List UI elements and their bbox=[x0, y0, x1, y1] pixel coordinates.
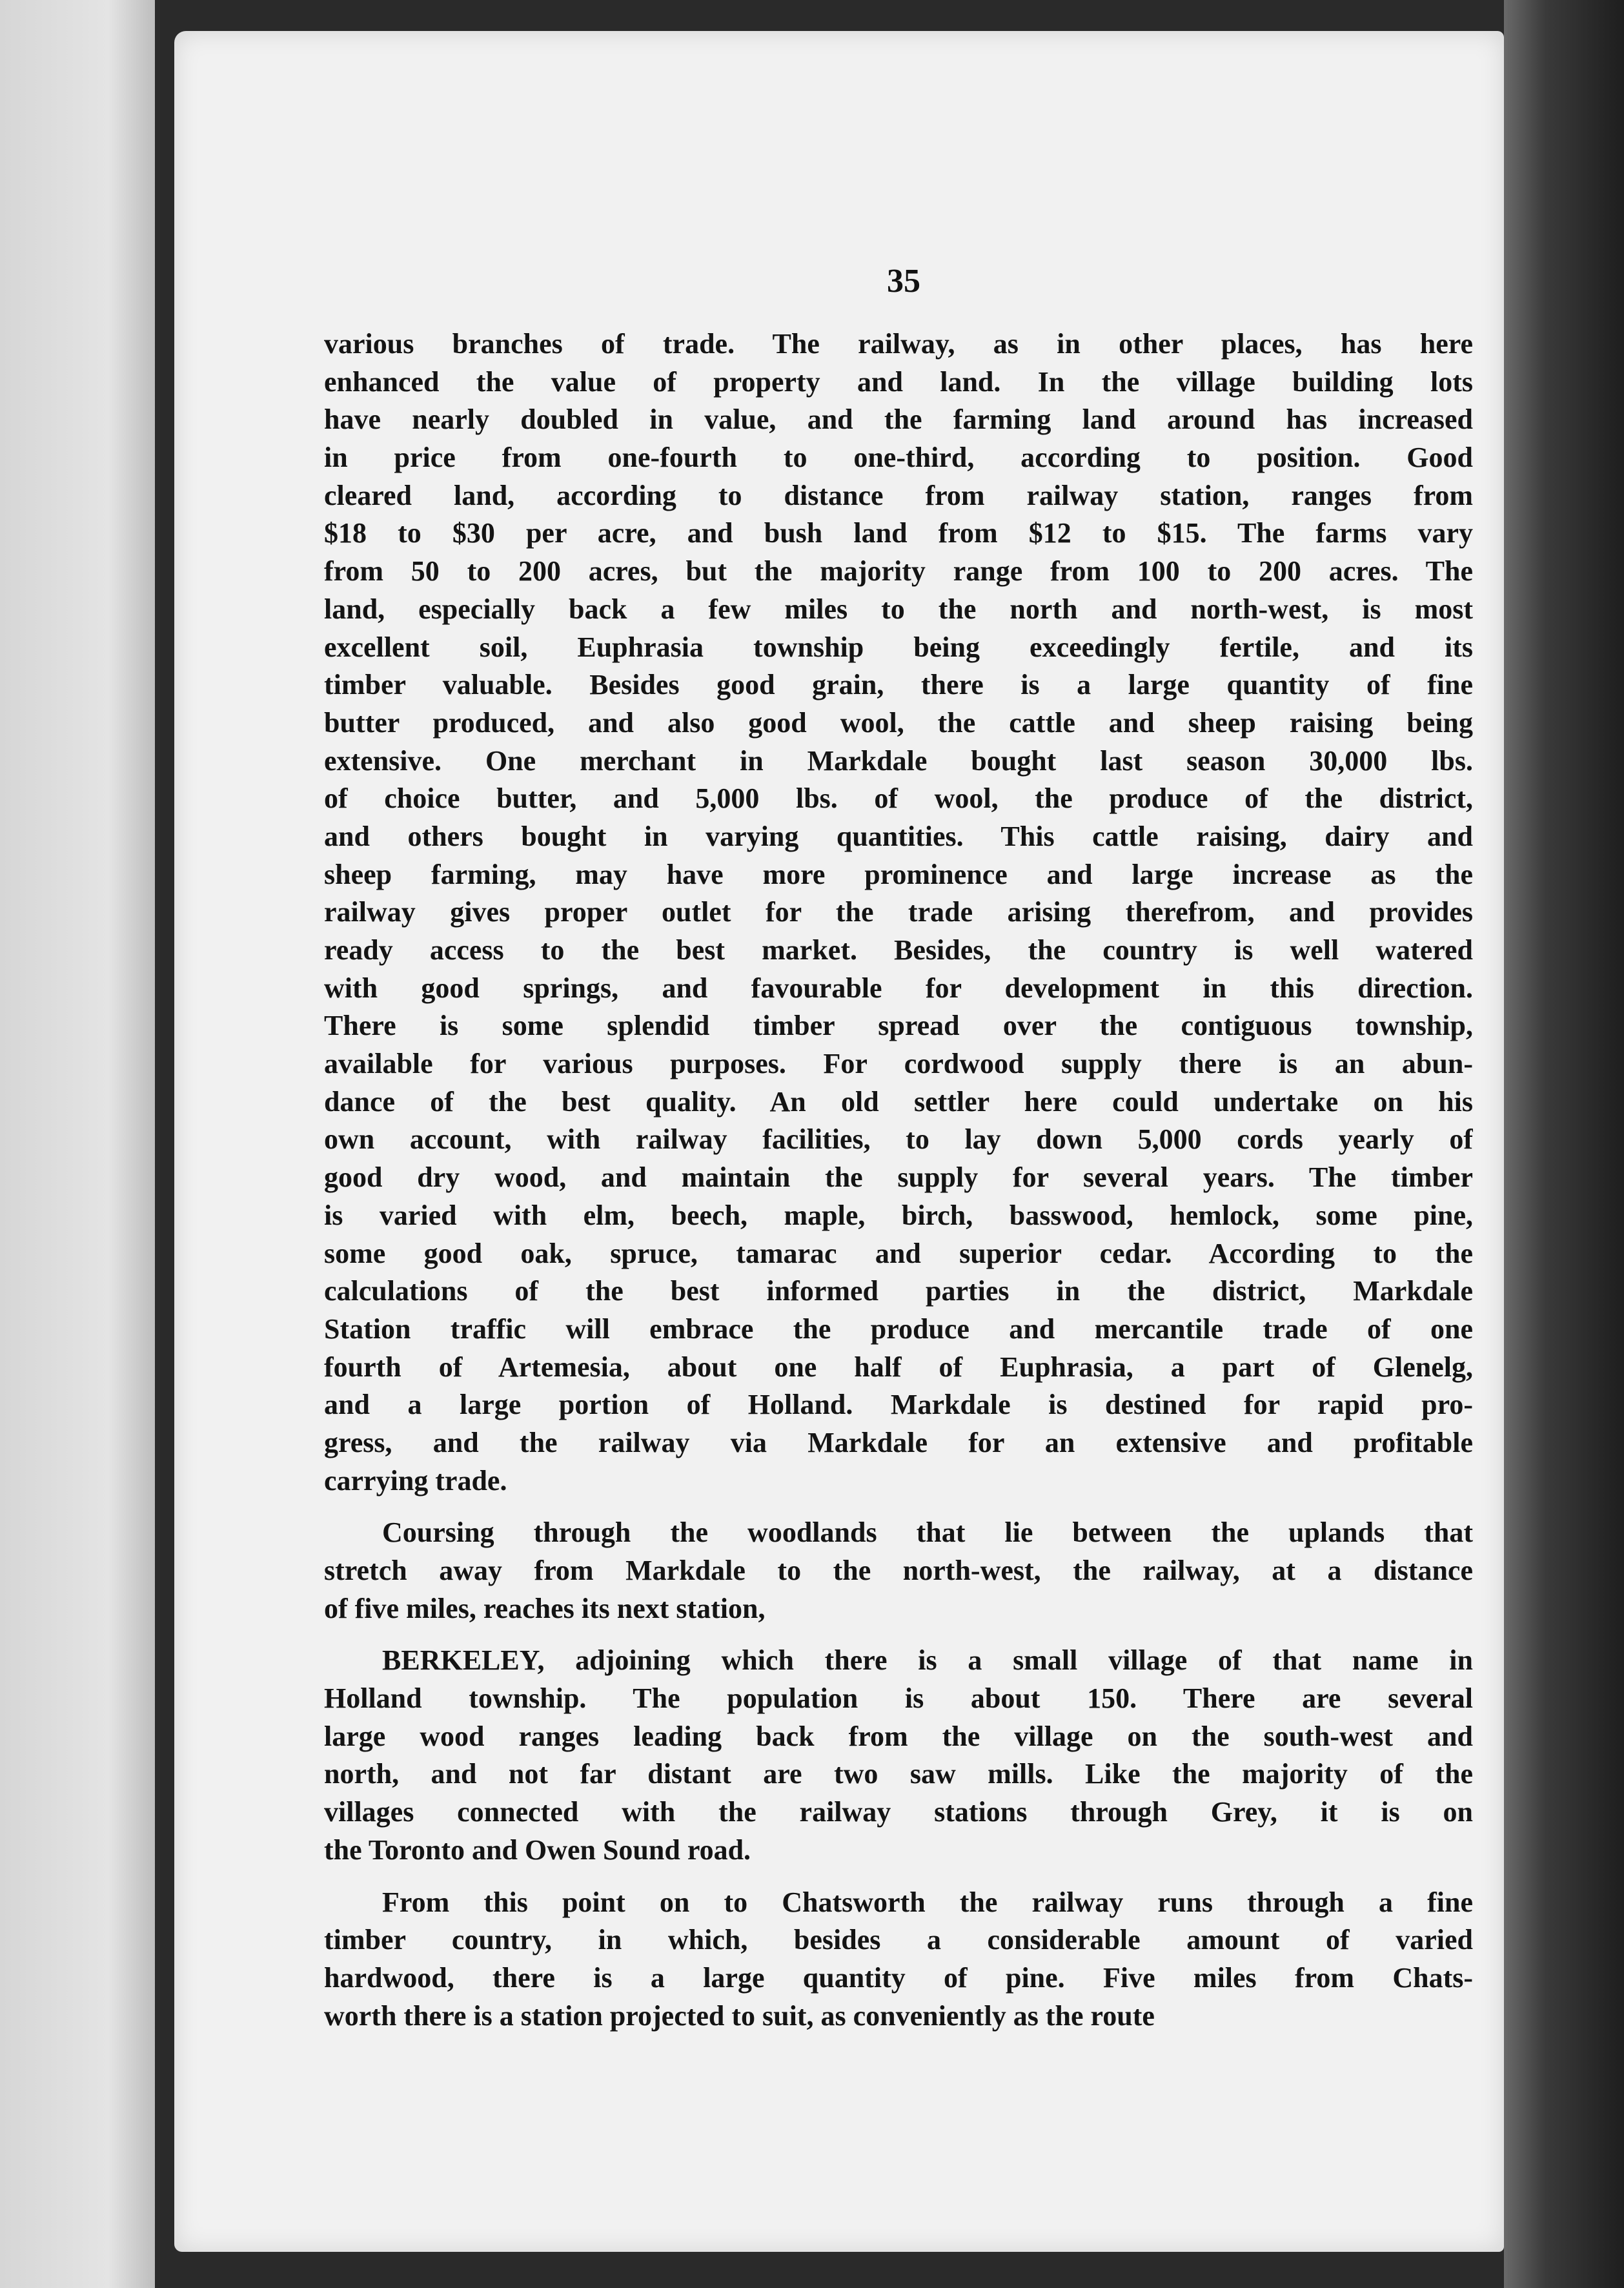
paragraph-gap bbox=[324, 1870, 1473, 1884]
text-line: timber country, in which, besides a considerable amount of varied bbox=[324, 1924, 1473, 1956]
text-line: There is some splendid timber spread over the contiguous township, bbox=[324, 1010, 1473, 1042]
text-line: excellent soil, Euphrasia township being exceedingly fertile, and its bbox=[324, 631, 1473, 663]
text-line: in price from one-fourth to one-third, according to position. Good bbox=[324, 442, 1473, 474]
text-line: is varied with elm, beech, maple, birch, basswood, hemlock, some pine, bbox=[324, 1199, 1473, 1231]
text-line: of five miles, reaches its next station, bbox=[324, 1592, 766, 1624]
text-line: dance of the best quality. An old settler here could undertake on his bbox=[324, 1085, 1473, 1118]
text-line: land, especially back a few miles to the north and north-west, is most bbox=[324, 593, 1473, 625]
text-line: villages connected with the railway stations through Grey, it is on bbox=[324, 1796, 1473, 1828]
text-line: Coursing through the woodlands that lie between the uplands that bbox=[382, 1517, 1473, 1549]
text-line: enhanced the value of property and land. In the village building lots bbox=[324, 365, 1473, 398]
text-line: timber valuable. Besides good grain, there is a large quantity of fine bbox=[324, 669, 1473, 701]
text-line: own account, with railway facilities, to lay down 5,000 cords yearly of bbox=[324, 1123, 1473, 1156]
text-line: from 50 to 200 acres, but the majority range from 100 to 200 acres. The bbox=[324, 555, 1473, 587]
text-line: various branches of trade. The railway, as in other places, has here bbox=[324, 328, 1473, 360]
text-line: large wood ranges leading back from the village on the south-west and bbox=[324, 1720, 1473, 1752]
text-line: with good springs, and favourable for development in this direction. bbox=[324, 972, 1473, 1004]
paragraph bbox=[324, 1514, 1473, 1628]
book-binding-edge bbox=[1504, 0, 1624, 2288]
text-line: north, and not far distant are two saw mills. Like the majority of the bbox=[324, 1758, 1473, 1790]
page-number: 35 bbox=[887, 263, 920, 300]
body-text bbox=[324, 325, 1473, 2035]
text-line: BERKELEY, adjoining which there is a small village of that name in bbox=[382, 1644, 1473, 1677]
text-line: good dry wood, and maintain the supply for several years. The timber bbox=[324, 1161, 1473, 1194]
paragraph bbox=[324, 325, 1473, 1500]
text-line: and a large portion of Holland. Markdale is destined for rapid pro- bbox=[324, 1389, 1473, 1421]
text-line: of choice butter, and 5,000 lbs. of wool, the produce of the district, bbox=[324, 782, 1473, 815]
paragraph bbox=[324, 1642, 1473, 1869]
text-line: some good oak, spruce, tamarac and superior cedar. According to the bbox=[324, 1237, 1473, 1269]
text-line: ready access to the best market. Besides, the country is well watered bbox=[324, 934, 1473, 966]
text-line: extensive. One merchant in Markdale bought last season 30,000 lbs. bbox=[324, 744, 1473, 777]
text-line: carrying trade. bbox=[324, 1464, 507, 1496]
text-line: sheep farming, may have more prominence and large increase as the bbox=[324, 858, 1473, 890]
text-line: cleared land, according to distance from railway station, ranges from bbox=[324, 479, 1473, 511]
paragraph-gap bbox=[324, 1500, 1473, 1514]
text-line: worth there is a station projected to suit, as conveniently as the route bbox=[324, 1999, 1155, 2032]
text-line: gress, and the railway via Markdale for an extensive and profitable bbox=[324, 1426, 1473, 1458]
text-line: From this point on to Chatsworth the railway runs through a fine bbox=[382, 1886, 1473, 1918]
text-line: have nearly doubled in value, and the farming land around has increased bbox=[324, 403, 1473, 436]
text-line: available for various purposes. For cordwood supply there is an abun- bbox=[324, 1048, 1473, 1080]
text-line: Station traffic will embrace the produce and mercantile trade of one bbox=[324, 1313, 1473, 1345]
text-line: hardwood, there is a large quantity of pine. Five miles from Chats- bbox=[324, 1961, 1473, 1994]
paragraph-gap bbox=[324, 1628, 1473, 1642]
text-line: butter produced, and also good wool, the cattle and sheep raising being bbox=[324, 706, 1473, 739]
text-line: railway gives proper outlet for the trade arising therefrom, and provides bbox=[324, 896, 1473, 928]
document-page bbox=[174, 31, 1504, 2252]
text-line: stretch away from Markdale to the north-west, the railway, at a distance bbox=[324, 1555, 1473, 1586]
adjacent-page-edge bbox=[0, 0, 155, 2288]
text-line: fourth of Artemesia, about one half of Euphrasia, a part of Glenelg, bbox=[324, 1351, 1473, 1383]
text-line: calculations of the best informed parties in the district, Markdale bbox=[324, 1275, 1473, 1307]
text-line: and others bought in varying quantities. This cattle raising, dairy and bbox=[324, 820, 1473, 852]
text-line: Holland township. The population is about 150. There are several bbox=[324, 1682, 1473, 1715]
paragraph bbox=[324, 1884, 1473, 2036]
text-line: $18 to $30 per acre, and bush land from $12 to $15. The farms vary bbox=[324, 517, 1473, 549]
text-line: the Toronto and Owen Sound road. bbox=[324, 1833, 751, 1866]
